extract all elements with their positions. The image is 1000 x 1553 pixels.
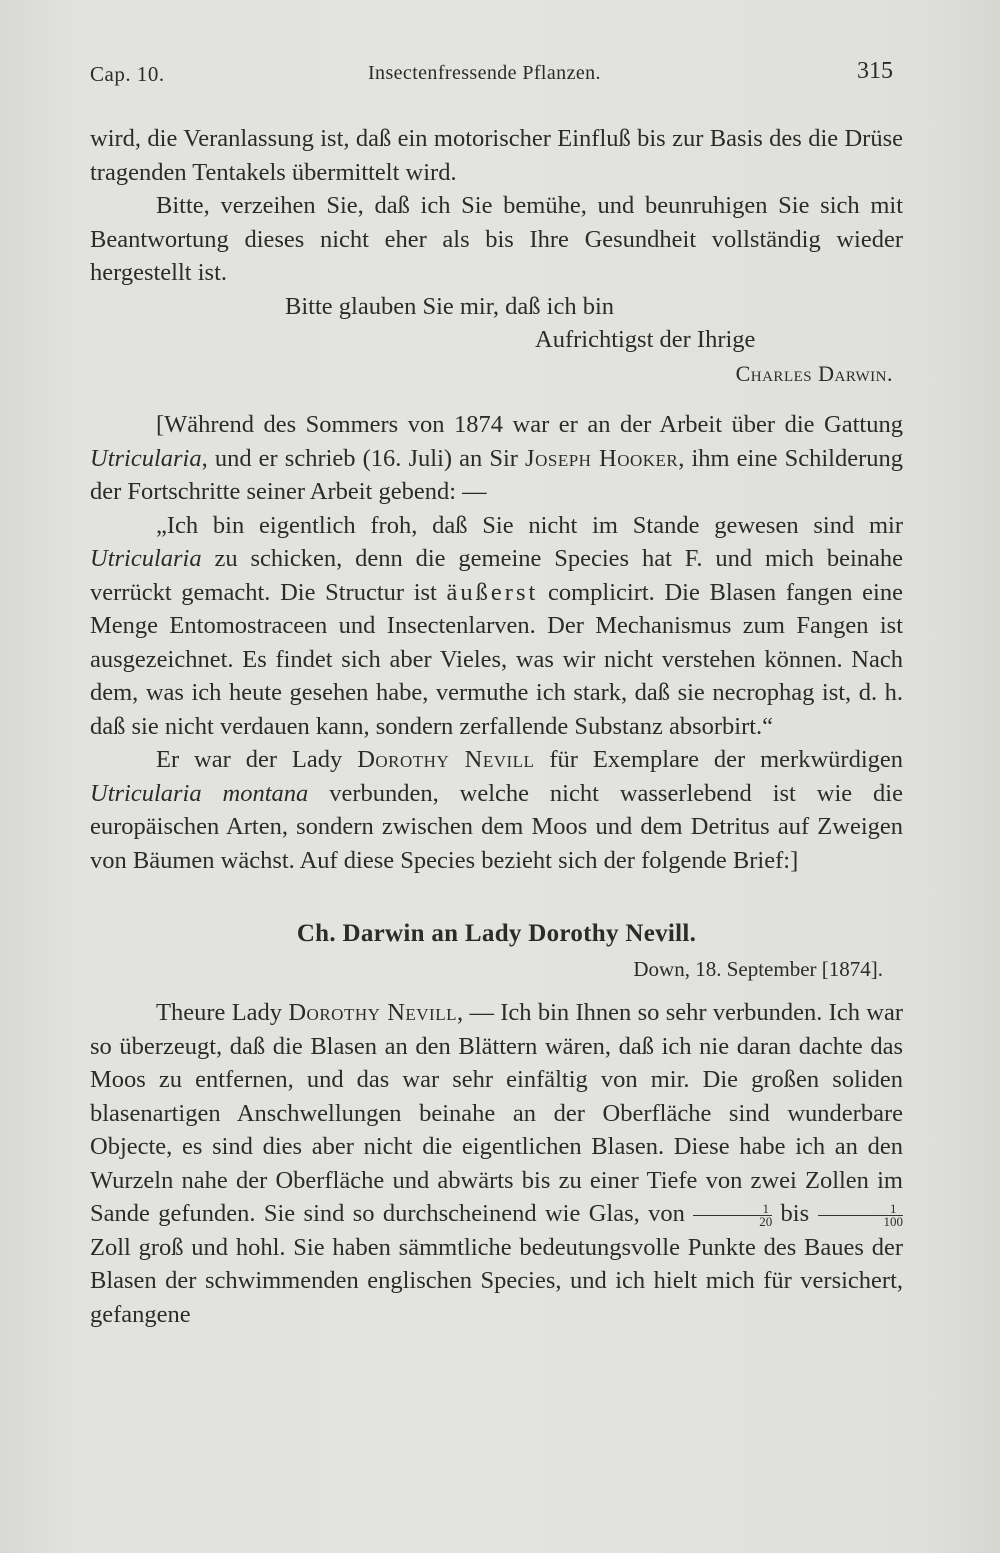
text: zu schicken, denn die gemeine Species hat F. und mich beinahe verrückt gemacht. Die Structur ist	[90, 545, 903, 606]
text: bis	[772, 1200, 818, 1227]
text: verbunden, welche nicht wasserlebend ist wie die europäischen Arten, sondern zwischen dem Moos und dem Detritus auf Zweigen von Bäumen wächst. Auf diese Species bezieht sich der folgende Brief:]	[90, 779, 903, 874]
signature: Charles Darwin.	[735, 360, 893, 386]
paragraph-4-quote	[90, 509, 903, 744]
emphasis: äußerst	[446, 578, 539, 606]
person-name: Dorothy Nevill	[357, 746, 535, 773]
text: , und er schrieb (16. Juli) an Sir	[201, 444, 526, 472]
closing-line-2: Aufrichtigst der Ihrige	[535, 326, 756, 353]
genus-name: Utricularia	[90, 545, 202, 572]
text: [Während des Sommers von 1874 war er an der Arbeit über die Gattung	[156, 411, 903, 438]
text: „Ich bin eigentlich froh, daß Sie nicht im Stande gewesen sind mir	[156, 511, 903, 539]
spacer	[90, 390, 903, 408]
species-name: Utricularia montana	[90, 779, 309, 807]
text: für Exemplare der merkwürdigen	[534, 746, 904, 773]
fraction-numerator: 1	[818, 1203, 904, 1216]
text: , ihm eine Schilderung der Fortschritte seiner Arbeit gebend: —	[90, 444, 903, 505]
letter-dateline: Down, 18. September [1874].	[633, 956, 883, 981]
paragraph-2: Bitte, verzeihen Sie, daß ich Sie bemühe, und beunruhigen Sie sich mit Beantwortung dieses nicht eher als bis Ihre Gesundheit vollständig wieder hergestellt ist.	[90, 192, 903, 286]
closing-line-1: Bitte glauben Sie mir, daß ich bin	[285, 292, 615, 320]
running-header	[90, 58, 893, 96]
page-body	[90, 122, 903, 1331]
text: Er war der Lady	[156, 746, 358, 773]
paragraph-3	[90, 408, 903, 509]
text: Zoll groß und hohl. Sie haben sämmtliche bedeutungsvolle Punkte des Baues der Blasen der schwimmenden englischen Species, und ich hielt mich für versichert, gefangene	[90, 1233, 903, 1328]
page-number: 315	[857, 58, 893, 84]
letter-heading: Ch. Darwin an Lady Dorothy Nevill.	[296, 920, 697, 947]
paragraph-5	[90, 743, 903, 877]
fraction-denominator: 100	[883, 1213, 904, 1229]
person-name: Dorothy Nevill	[288, 999, 457, 1026]
text: Theure Lady	[156, 999, 289, 1026]
fraction-one-twentieth	[693, 1200, 773, 1229]
letter-body	[90, 996, 903, 1331]
chapter-label: Cap. 10.	[90, 62, 165, 86]
fraction-numerator: 1	[693, 1203, 772, 1216]
fraction-denominator: 20	[759, 1213, 773, 1229]
running-title: Insectenfressende Pflanzen.	[368, 62, 601, 84]
genus-name: Utricularia	[90, 444, 202, 472]
paragraph-1: wird, die Veranlassung ist, daß ein motorischer Einfluß bis zur Basis des die Drüse tragenden Tentakels übermittelt wird.	[90, 125, 903, 186]
text: complicirt. Die Blasen fangen eine Menge Entomostraceen und Insectenlarven. Der Mechanismus zum Fangen ist ausgezeichnet. Es findet sich aber Vieles, was wir nicht verstehen können. Nach dem, was ich heute gesehen habe, vermuthe ich stark, daß sie necrophag ist, d. h. daß sie nicht verdauen kann, sondern zerfallende Substanz absorbirt.“	[90, 578, 903, 740]
fraction-one-hundredth	[818, 1200, 904, 1229]
person-name: Joseph Hooker	[525, 444, 679, 472]
text: , — Ich bin Ihnen so sehr verbunden. Ich war so überzeugt, daß die Blasen an den Blättern wären, daß ich nie daran dachte das Moos zu entfernen, und das war sehr einfältig von mir. Die großen soliden blasenartigen Anschwellungen beinahe an der Oberfläche sind wunderbare Objecte, es sind dies aber nicht die eigentlichen Blasen. Diese habe ich an den Wurzeln nahe der Oberfläche und abwärts bis zu einer Tiefe von zwei Zollen im Sande gefunden. Sie sind so durchscheinend wie Glas, von	[90, 999, 904, 1227]
